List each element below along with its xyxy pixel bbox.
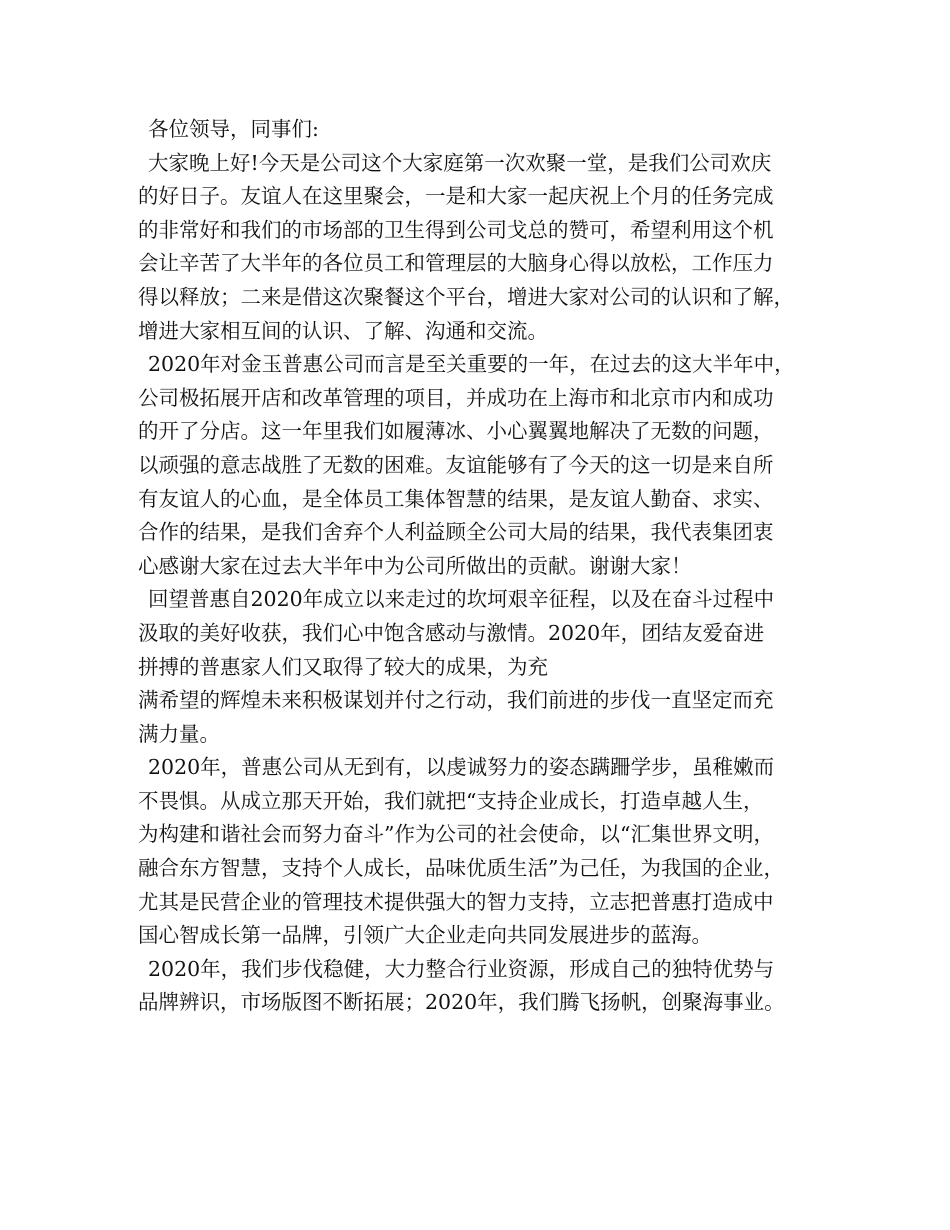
paragraph-line: 的开了分店。这一年里我们如履薄冰、小心翼翼地解决了无数的问题， bbox=[138, 419, 774, 444]
paragraph-line: 品牌辨识，市场版图不断拓展；2020年，我们腾飞扬帆，创聚海事业。 bbox=[138, 990, 785, 1015]
paragraph-line: 拼搏的普惠家人们又取得了较大的成果，为充 bbox=[138, 654, 548, 679]
paragraph-line: 会让辛苦了大半年的各位员工和管理层的大脑身心得以放松，工作压力 bbox=[138, 251, 774, 276]
paragraph-4 bbox=[138, 751, 838, 953]
salutation: 各位领导，同事们: bbox=[148, 117, 319, 141]
paragraph-line: 2020年对金玉普惠公司而言是至关重要的一年，在过去的这大半年中， bbox=[148, 352, 795, 377]
paragraph-line: 2020年，我们步伐稳健，大力整合行业资源，形成自己的独特优势与 bbox=[148, 956, 775, 981]
paragraph-line: 公司极拓展开店和改革管理的项目，并成功在上海市和北京市内和成功 bbox=[138, 385, 774, 410]
paragraph-5 bbox=[138, 953, 838, 1020]
paragraph-line: 不畏惧。从成立那天开始，我们就把“支持企业成长，打造卓越人生， bbox=[138, 788, 764, 813]
paragraph-2 bbox=[138, 348, 838, 583]
paragraph-line: 有友谊人的心血，是全体员工集体智慧的结果，是友谊人勤奋、求实、 bbox=[138, 486, 774, 511]
paragraph-line: 国心智成长第一品牌，引领广大企业走向共同发展进步的蓝海。 bbox=[138, 923, 712, 948]
paragraph-line: 尤其是民营企业的管理技术提供强大的智力支持，立志把普惠打造成中 bbox=[138, 889, 774, 914]
paragraph-line: 增进大家相互间的认识、了解、沟通和交流。 bbox=[138, 318, 548, 343]
paragraph-line: 满力量。 bbox=[138, 721, 220, 746]
paragraph-line: 回望普惠自2020年成立以来走过的坎坷艰辛征程，以及在奋斗过程中 bbox=[148, 587, 775, 612]
paragraph-line: 为构建和谐社会而努力奋斗”作为公司的社会使命，以“汇集世界文明， bbox=[138, 822, 774, 847]
paragraph-line: 大家晚上好!今天是公司这个大家庭第一次欢聚一堂，是我们公司欢庆 bbox=[148, 150, 772, 175]
paragraph-line: 合作的结果，是我们舍弃个人利益顾全公司大局的结果，我代表集团衷 bbox=[138, 520, 774, 545]
paragraph-line: 的非常好和我们的市场部的卫生得到公司戈总的赞可，希望利用这个机 bbox=[138, 217, 774, 242]
paragraph-line: 以顽强的意志战胜了无数的困难。友谊能够有了今天的这一切是来自所 bbox=[138, 452, 774, 477]
paragraph-3 bbox=[138, 583, 838, 751]
document-body bbox=[138, 113, 838, 1020]
paragraph-line: 的好日子。友谊人在这里聚会，一是和大家一起庆祝上个月的任务完成 bbox=[138, 184, 774, 209]
paragraph-line: 心感谢大家在过去大半年中为公司所做出的贡献。谢谢大家！ bbox=[138, 553, 692, 578]
paragraph-line: 得以释放；二来是借这次聚餐这个平台，增进大家对公司的认识和了解， bbox=[138, 284, 794, 309]
paragraph-1 bbox=[138, 147, 838, 349]
paragraph-line: 2020年，普惠公司从无到有，以虔诚努力的姿态蹒跚学步，虽稚嫩而 bbox=[148, 755, 775, 780]
paragraph-line: 融合东方智慧，支持个人成长，品味优质生活”为己任，为我国的企业， bbox=[138, 856, 784, 881]
paragraph-line: 满希望的辉煌未来积极谋划并付之行动，我们前进的步伐一直坚定而充 bbox=[138, 688, 774, 713]
paragraph-line: 汲取的美好收获，我们心中饱含感动与激情。2020年，团结友爱奋进 bbox=[138, 620, 765, 645]
